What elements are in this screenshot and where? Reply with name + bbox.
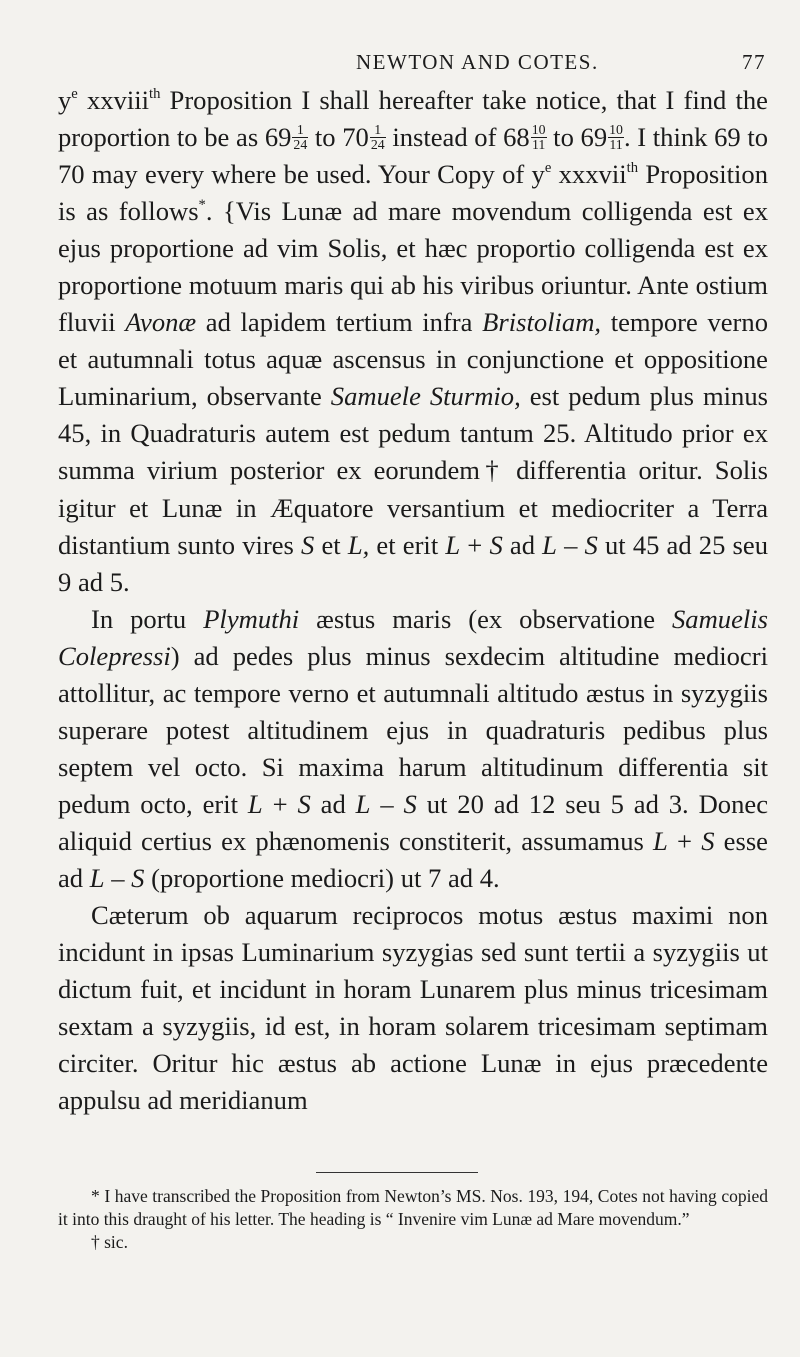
paragraph-2: In portu Plymuthi æstus maris (ex observatione Samuelis Colepressi) ad pedes plus minus sexdecim altitudine mediocri attollitur, ac tempore verno et autumnali altitudo æstus in syzygiis superare potest altitudinem ejus in quadraturis pedibus plus septem vel octo. Si maxima harum altitudinum differentia sit pedum octo, erit L + S ad L – S ut 20 ad 12 seu 5 ad 3. Donec aliquid certius ex phænomenis constiterit, assumamus L + S esse ad L – S (proportione mediocri) ut 7 ad 4. <box>58 603 768 893</box>
footnote-divider <box>316 1172 478 1173</box>
footnotes <box>58 1185 768 1254</box>
fraction: $\frac{10}{11}$ <box>609 121 623 152</box>
footnote-ref: * <box>198 197 206 214</box>
paragraph-1: $y^e$ xxviii$^{th}$ Proposition I shall hereafter take notice, that I find the proportion to be as 69 $\frac{1}{24}$ to 70 $\frac{1}{24}$ instead of 68 $\frac{10}{11}$ to 69 $\frac{10}{11}$ . I think 69 to 70 may every where be used. Your Copy of $y^e$ xxxvii$^{th}$ Proposition is as follows*. {Vis Lunæ ad mare movendum colligenda est ex ejus proportione ad vim Solis, et hæc proportio colligenda est ex proportione motuum maris qui ab his viribus oriuntur. Ante ostium fluvii Avonæ ad lapidem tertium infra Bristoliam, tempore verno et autumnali totus aquæ ascensus in conjunctione et oppositione Luminarium, observante Samuele Sturmio, est pedum plus minus 45, in Quadraturis autem est pedum tantum 25. Altitudo prior ex summa virium posterior ex eorundem† differentia oritur. Solis igitur et Lunæ in Æquatore versantium et mediocriter a Terra distantium sunto vires S et L, et erit L + S ad L – S ut 45 ad 25 seu 9 ad 5. <box>58 85 769 597</box>
footnote-2: † sic. <box>91 1232 128 1252</box>
fraction: $\frac{10}{11}$ <box>531 121 546 152</box>
paragraph-3: Cæterum ob aquarum reciprocos motus æstus maximi non incidunt in ipsas Luminarium syzygias sed sunt tertii a syzygiis ut dictum fuit, et incidunt in horam Lunarem plus minus tricesimam sextam a syzygiis, id est, in horam solarem tricesimam septimam circiter. Oritur hic æstus ab actione Lunæ in ejus præcedente appulsu ad meridianum <box>58 900 768 1116</box>
page-number: 77 <box>742 50 766 74</box>
footnote-1: * I have transcribed the Proposition from Newton’s MS. Nos. 193, 194, Cotes not having copied it into this draught of his letter. The heading is “ Invenire vim Lunæ ad Mare movendum.” <box>58 1186 768 1229</box>
main-text <box>58 82 768 1119</box>
fraction: $\frac{1}{24}$ <box>293 121 308 152</box>
fraction: $\frac{1}{24}$ <box>370 121 385 152</box>
running-title: NEWTON AND COTES. <box>356 50 599 74</box>
footnote-ref: † <box>479 455 505 486</box>
